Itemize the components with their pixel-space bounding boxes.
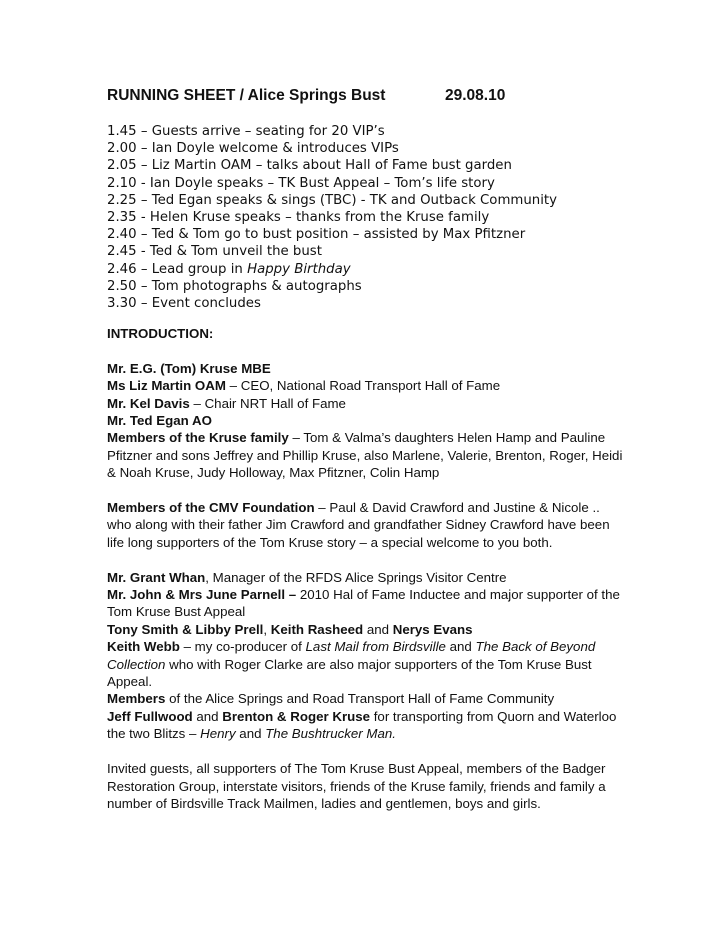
introduction-section — [107, 325, 627, 812]
introduction-heading: INTRODUCTION: — [107, 326, 214, 341]
guest-transport-thanks: Jeff Fullwood and Brenton & Roger Kruse for transporting from Quorn and Waterloo the two Blitzs – Henry and The Bushtrucker Man. — [107, 708, 617, 742]
schedule-item: 2.25 – Ted Egan speaks & sings (TBC) - TK and Outback Community — [107, 192, 557, 208]
schedule-item: 3.30 – Event concludes — [107, 296, 261, 312]
guest-ted: Mr. Ted Egan AO — [107, 413, 212, 429]
schedule-item: 2.10 - Ian Doyle speaks – TK Bust Appeal – Tom’s life story — [107, 175, 495, 191]
guest-keith-webb: Keith Webb – my co-producer of Last Mail from Birdsville and The Back of Beyond Collection who with Roger Clarke are also major supporters of the Tom Kruse Bust Appeal. — [107, 639, 596, 690]
schedule-list — [107, 123, 557, 312]
guest-parnell: Mr. John & Mrs June Parnell – 2010 Hal of Fame Inductee and major supporter of the Tom Kruse Bust Appeal — [107, 587, 620, 620]
schedule-item — [107, 261, 557, 278]
schedule-item: 1.45 – Guests arrive – seating for 20 VIP’s — [107, 124, 385, 139]
guest-grant: Mr. Grant Whan, Manager of the RFDS Alice Springs Visitor Centre — [107, 569, 507, 585]
running-sheet-title — [107, 86, 506, 106]
schedule-item: 2.00 – Ian Doyle welcome & introduces VIPs — [107, 141, 399, 157]
schedule-item: 2.45 - Ted & Tom unveil the bust — [107, 244, 322, 260]
schedule-item-text: 2.46 – Lead group in — [107, 261, 248, 277]
guest-kel: Mr. Kel Davis – Chair NRT Hall of Fame — [107, 395, 346, 411]
guest-tom: Mr. E.G. (Tom) Kruse MBE — [107, 360, 271, 376]
closing-paragraph: Invited guests, all supporters of The Tom Kruse Bust Appeal, members of the Badger Restoration Group, interstate visitors, friends of the Kruse family, friends and family a number of Birdsville Track Mailmen, ladies and gentlemen, boys and girls. — [107, 761, 606, 811]
schedule-item: 2.05 – Liz Martin OAM – talks about Hall of Fame bust garden — [107, 158, 512, 174]
title-text: RUNNING SHEET / Alice Springs Bust — [107, 87, 386, 104]
schedule-item: 2.40 – Ted & Tom go to bust position – assisted by Max Pfitzner — [107, 227, 526, 243]
guest-cmv-foundation: Members of the CMV Foundation – Paul & David Crawford and Justine & Nicole .. who along with their father Jim Crawford and grandfather Sidney Crawford have been life long supporters of the Tom Kruse story – a special welcome to you both. — [107, 500, 610, 550]
schedule-item: 2.35 - Helen Kruse speaks – thanks from the Kruse family — [107, 210, 490, 226]
guest-hall-of-fame-members: Members of the Alice Springs and Road Transport Hall of Fame Community — [107, 691, 555, 707]
title-date: 29.08.10 — [445, 87, 506, 104]
schedule-item: 2.50 – Tom photographs & autographs — [107, 278, 362, 294]
schedule-item-italic: Happy Birthday — [247, 261, 351, 277]
guest-liz: Ms Liz Martin OAM – CEO, National Road Transport Hall of Fame — [107, 378, 501, 394]
guest-kruse-family: Members of the Kruse family – Tom & Valma’s daughters Helen Hamp and Pauline Pfitzner and sons Jeffrey and Phillip Kruse, also Marlene, Valerie, Brenton, Roger, Heidi & Noah Kruse, Judy Holloway, Max Pfitzner, Colin Hamp — [107, 430, 623, 481]
guest-smith-rasheed-evans: Tony Smith & Libby Prell, Keith Rasheed and Nerys Evans — [107, 621, 473, 637]
